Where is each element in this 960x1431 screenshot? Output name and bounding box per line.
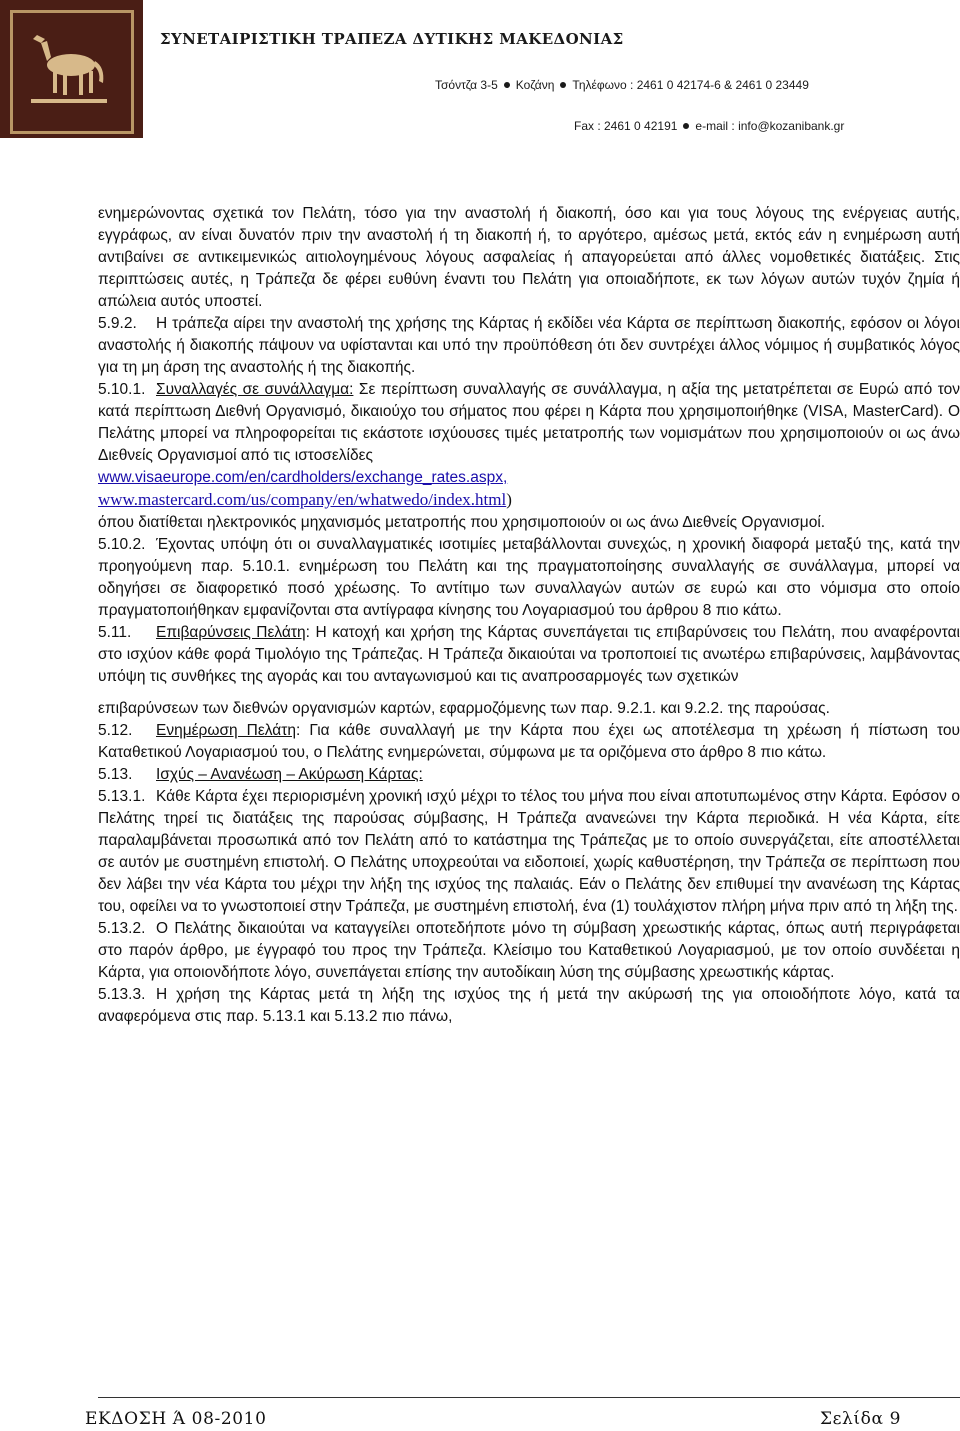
- section-number: 5.10.1.: [98, 381, 146, 398]
- section-heading: Συναλλαγές σε συνάλλαγμα:: [156, 381, 354, 398]
- fax: Fax : 2461 0 42191: [574, 119, 678, 133]
- edition-label: ΕΚΔΟΣΗ Ά 08-2010: [85, 1409, 267, 1429]
- section-text: Κάθε Κάρτα έχει περιορισμένη χρονική ισχύ μέχρι το τέλος του μήνα που είναι αποτυπωμένος στην Κάρτα. Εφόσον ο Πελάτης τηρεί τις διατάξεις της παρούσας σύμβασης, Η Τράπεζα ανανεώνει την Κάρτα περιοδικά. Η νέα Κάρτα, είτε παραλαμβάνεται προσωπικά από τον Πελάτη από το κατάστημα της Τράπεζας με το οποίο συνεργάζεται, είτε αποστέλλεται σε αυτόν με συστημένη επιστολή. Ο Πελάτης υποχρεούται να ειδοποιεί, χωρίς καθυστέρηση, την Τράπεζα σε περίπτωση που δεν λάβει την νέα Κάρτα του μέχρι την λήξη της ισχύος της παλαιάς. Εάν ο Πελάτης δεν επιθυμεί την ανανέωση της Κάρτας του, οφείλει να το γνωστοποιεί στην Τράπεζα, με συστημένη επιστολή, ένα (1) τουλάχιστον πλήρη μήνα πριν από τη λήξη της.: [98, 788, 960, 915]
- address: Τσόντζα 3-5: [435, 78, 498, 92]
- section-5-13: [98, 764, 960, 786]
- section-text: : Η κατοχή και χρήση της Κάρτας συνεπάγεται τις επιβαρύνσεις του Πελάτη, που αναφέρονται στο ισχύον κάθε φορά Τιμολόγιο της Τράπεζας. Η Τράπεζα δικαιούται να τροποποιεί τις ανωτέρω επιβαρύνσεις, λαμβάνοντας υπόψη τις συνθήκες της αγοράς και του ανταγωνισμού και τις αναπροσαρμογές των σχετικών: [98, 624, 960, 685]
- bank-name: ΣΥΝΕΤΑΙΡΙΣΤΙΚΗ ΤΡΑΠΕΖΑ ΔΥΤΙΚΗΣ ΜΑΚΕΔΟΝΙΑΣ: [160, 30, 624, 48]
- section-text: Η τράπεζα αίρει την αναστολή της χρήσης της Κάρτας ή εκδίδει νέα Κάρτα σε περίπτωση διακοπής, εφόσον οι λόγοι αναστολής ή διακοπής πάψουν να υφίστανται και υπό την προϋπόθεση ότι δεν συντρέχει άλλος νόμιμος ή συμβατικός λόγος για τη μη άρση της αναστολής ή της διακοπής.: [98, 315, 960, 376]
- bullet-icon: [560, 82, 566, 88]
- section-text: : Για κάθε συναλλαγή με την Κάρτα που έχει ως αποτέλεσμα τη χρέωση ή πίστωση του Καταθετικού Λογαριασμού του, ο Πελάτης ενημερώνεται, σύμφωνα με τα οριζόμενα στο άρθρο 8 πιο κάτω.: [98, 722, 960, 761]
- phone: Τηλέφωνο : 2461 0 42174-6 & 2461 0 23449: [572, 78, 809, 92]
- bank-logo: [0, 0, 143, 138]
- email[interactable]: e-mail : info@kozanibank.gr: [695, 119, 845, 133]
- section-5-10-1-tail: όπου διατίθεται ηλεκτρονικός μηχανισμός μετατροπής που χρησιμοποιούν οι ως άνω Διεθνείς Οργανισμοί.: [98, 514, 826, 531]
- footer-divider: [98, 1397, 960, 1398]
- section-number: 5.11.: [98, 624, 132, 641]
- section-5-10-1: [98, 379, 960, 467]
- paragraph-intro: ενημερώνοντας σχετικά τον Πελάτη, τόσο για την αναστολή ή διακοπή, όσο και για τους λόγους της ενέργειας αυτής, εγγράφως, αν είναι δυνατόν πριν την αναστολή ή τη διακοπή ή, το αργότερο, αμέσως μετά, εκτός εάν η ενημέρωση αυτή αντιβαίνει σε αντικειμενικώς αιτιολογημένους λόγους ασφαλείας ή απαγορεύεται από άλλες νομοθετικές διατάξεις. Στις περιπτώσεις αυτές, η Τράπεζα δε φέρει ευθύνη έναντι του Πελάτη για οποιαδήποτε, εκ των λόγων αυτών τυχόν ζημία ή απώλεια αυτός υποστεί.: [98, 205, 960, 310]
- section-number: 5.13.3.: [98, 986, 146, 1003]
- visa-rates-link[interactable]: www.visaeurope.com/en/cardholders/exchange_rates.aspx,: [98, 469, 508, 486]
- section-number: 5.9.2.: [98, 315, 137, 332]
- section-number: 5.13.: [98, 766, 133, 783]
- section-5-11-continued: επιβαρύνσεων των διεθνών οργανισμών καρτών, εφαρμοζόμενης των παρ. 9.2.1. και 9.2.2. της παρούσας.: [98, 700, 830, 717]
- visa-link-line: [98, 467, 960, 489]
- section-5-13-2: [98, 918, 960, 984]
- closing-paren: ): [506, 490, 512, 509]
- section-number: 5.13.1.: [98, 788, 146, 805]
- section-number: 5.12.: [98, 722, 133, 739]
- city: Κοζάνη: [515, 78, 555, 92]
- section-text: Ο Πελάτης δικαιούται να καταγγείλει οποτεδήποτε μόνο τη σύμβαση χρεωστικής κάρτας, όπως αυτή περιγράφεται στο παρόν άρθρο, με έγγραφό του προς την Τράπεζα. Κλείσιμο του Καταθετικού Λογαριασμού, με τον οποίο συνδέεται η Κάρτα, για οποιονδήποτε λόγο, συνεπάγεται επίσης την αυτοδίκαιη λύση της σύμβασης χρεωστικής κάρτας.: [98, 920, 960, 981]
- section-5-12: [98, 720, 960, 764]
- bullet-icon: [683, 123, 689, 129]
- section-5-9-2: [98, 313, 960, 379]
- horse-emblem-icon: [13, 13, 125, 125]
- section-5-13-3: [98, 984, 960, 1028]
- contact-line-2: [574, 119, 844, 133]
- contact-line-1: [435, 78, 809, 92]
- section-text: Η χρήση της Κάρτας μετά τη λήξη της ισχύος της ή μετά την ακύρωσή της για οποιοδήποτε λόγο, κατά τα αναφερόμενα στις παρ. 5.13.1 και 5.13.2 πιο πάνω,: [98, 986, 960, 1025]
- section-5-10-2: [98, 534, 960, 622]
- section-heading: Ενημέρωση Πελάτη: [156, 722, 296, 739]
- page-header: [0, 0, 960, 150]
- section-5-11: [98, 622, 960, 688]
- section-heading: Επιβαρύνσεις Πελάτη: [156, 624, 306, 641]
- page-number: Σελίδα 9: [820, 1409, 902, 1429]
- mastercard-link-line: [98, 489, 960, 512]
- section-5-13-1: [98, 786, 960, 918]
- section-text: Σε περίπτωση συναλλαγής σε συνάλλαγμα, η αξία της μετατρέπεται σε Ευρώ από τον κατά περίπτωση Διεθνή Οργανισμό, δικαιούχο του σήματος που φέρει η Κάρτα που χρησιμοποιήθηκε (VISA, MasterCard). Ο Πελάτης μπορεί να πληροφορείται τις εκάστοτε ισχύουσες τιμές μετατροπής των νομισμάτων που χρησιμοποιούν οι ως άνω Διεθνείς Οργανισμοί από τις ιστοσελίδες: [98, 381, 960, 464]
- section-number: 5.13.2.: [98, 920, 146, 937]
- section-text: Έχοντας υπόψη ότι οι συναλλαγματικές ισοτιμίες μεταβάλλονται συνεχώς, η χρονική διαφορά μεταξύ της, κατά την προηγούμενη παρ. 5.10.1. ενημέρωση του Πελάτη και της πραγματοποίησης συναλλαγής σε συνάλλαγμα, μπορεί να οδηγήσει σε διαφορετικό ποσό χρέωσης. Το αντίτιμο των συναλλαγών αυτών σε ευρώ και στο νόμισμα στο οποίο πραγματοποιήθηκαν εμφανίζονται στα αντίγραφα κίνησης του Λογαριασμού του άρθρου 8 πιο κάτω.: [98, 536, 960, 619]
- bullet-icon: [504, 82, 510, 88]
- mastercard-link[interactable]: www.mastercard.com/us/company/en/whatwedo/index.html: [98, 490, 507, 509]
- section-heading: Ισχύς – Ανανέωση – Ακύρωση Κάρτας:: [156, 766, 423, 783]
- document-body: [98, 203, 960, 1028]
- section-number: 5.10.2.: [98, 536, 146, 553]
